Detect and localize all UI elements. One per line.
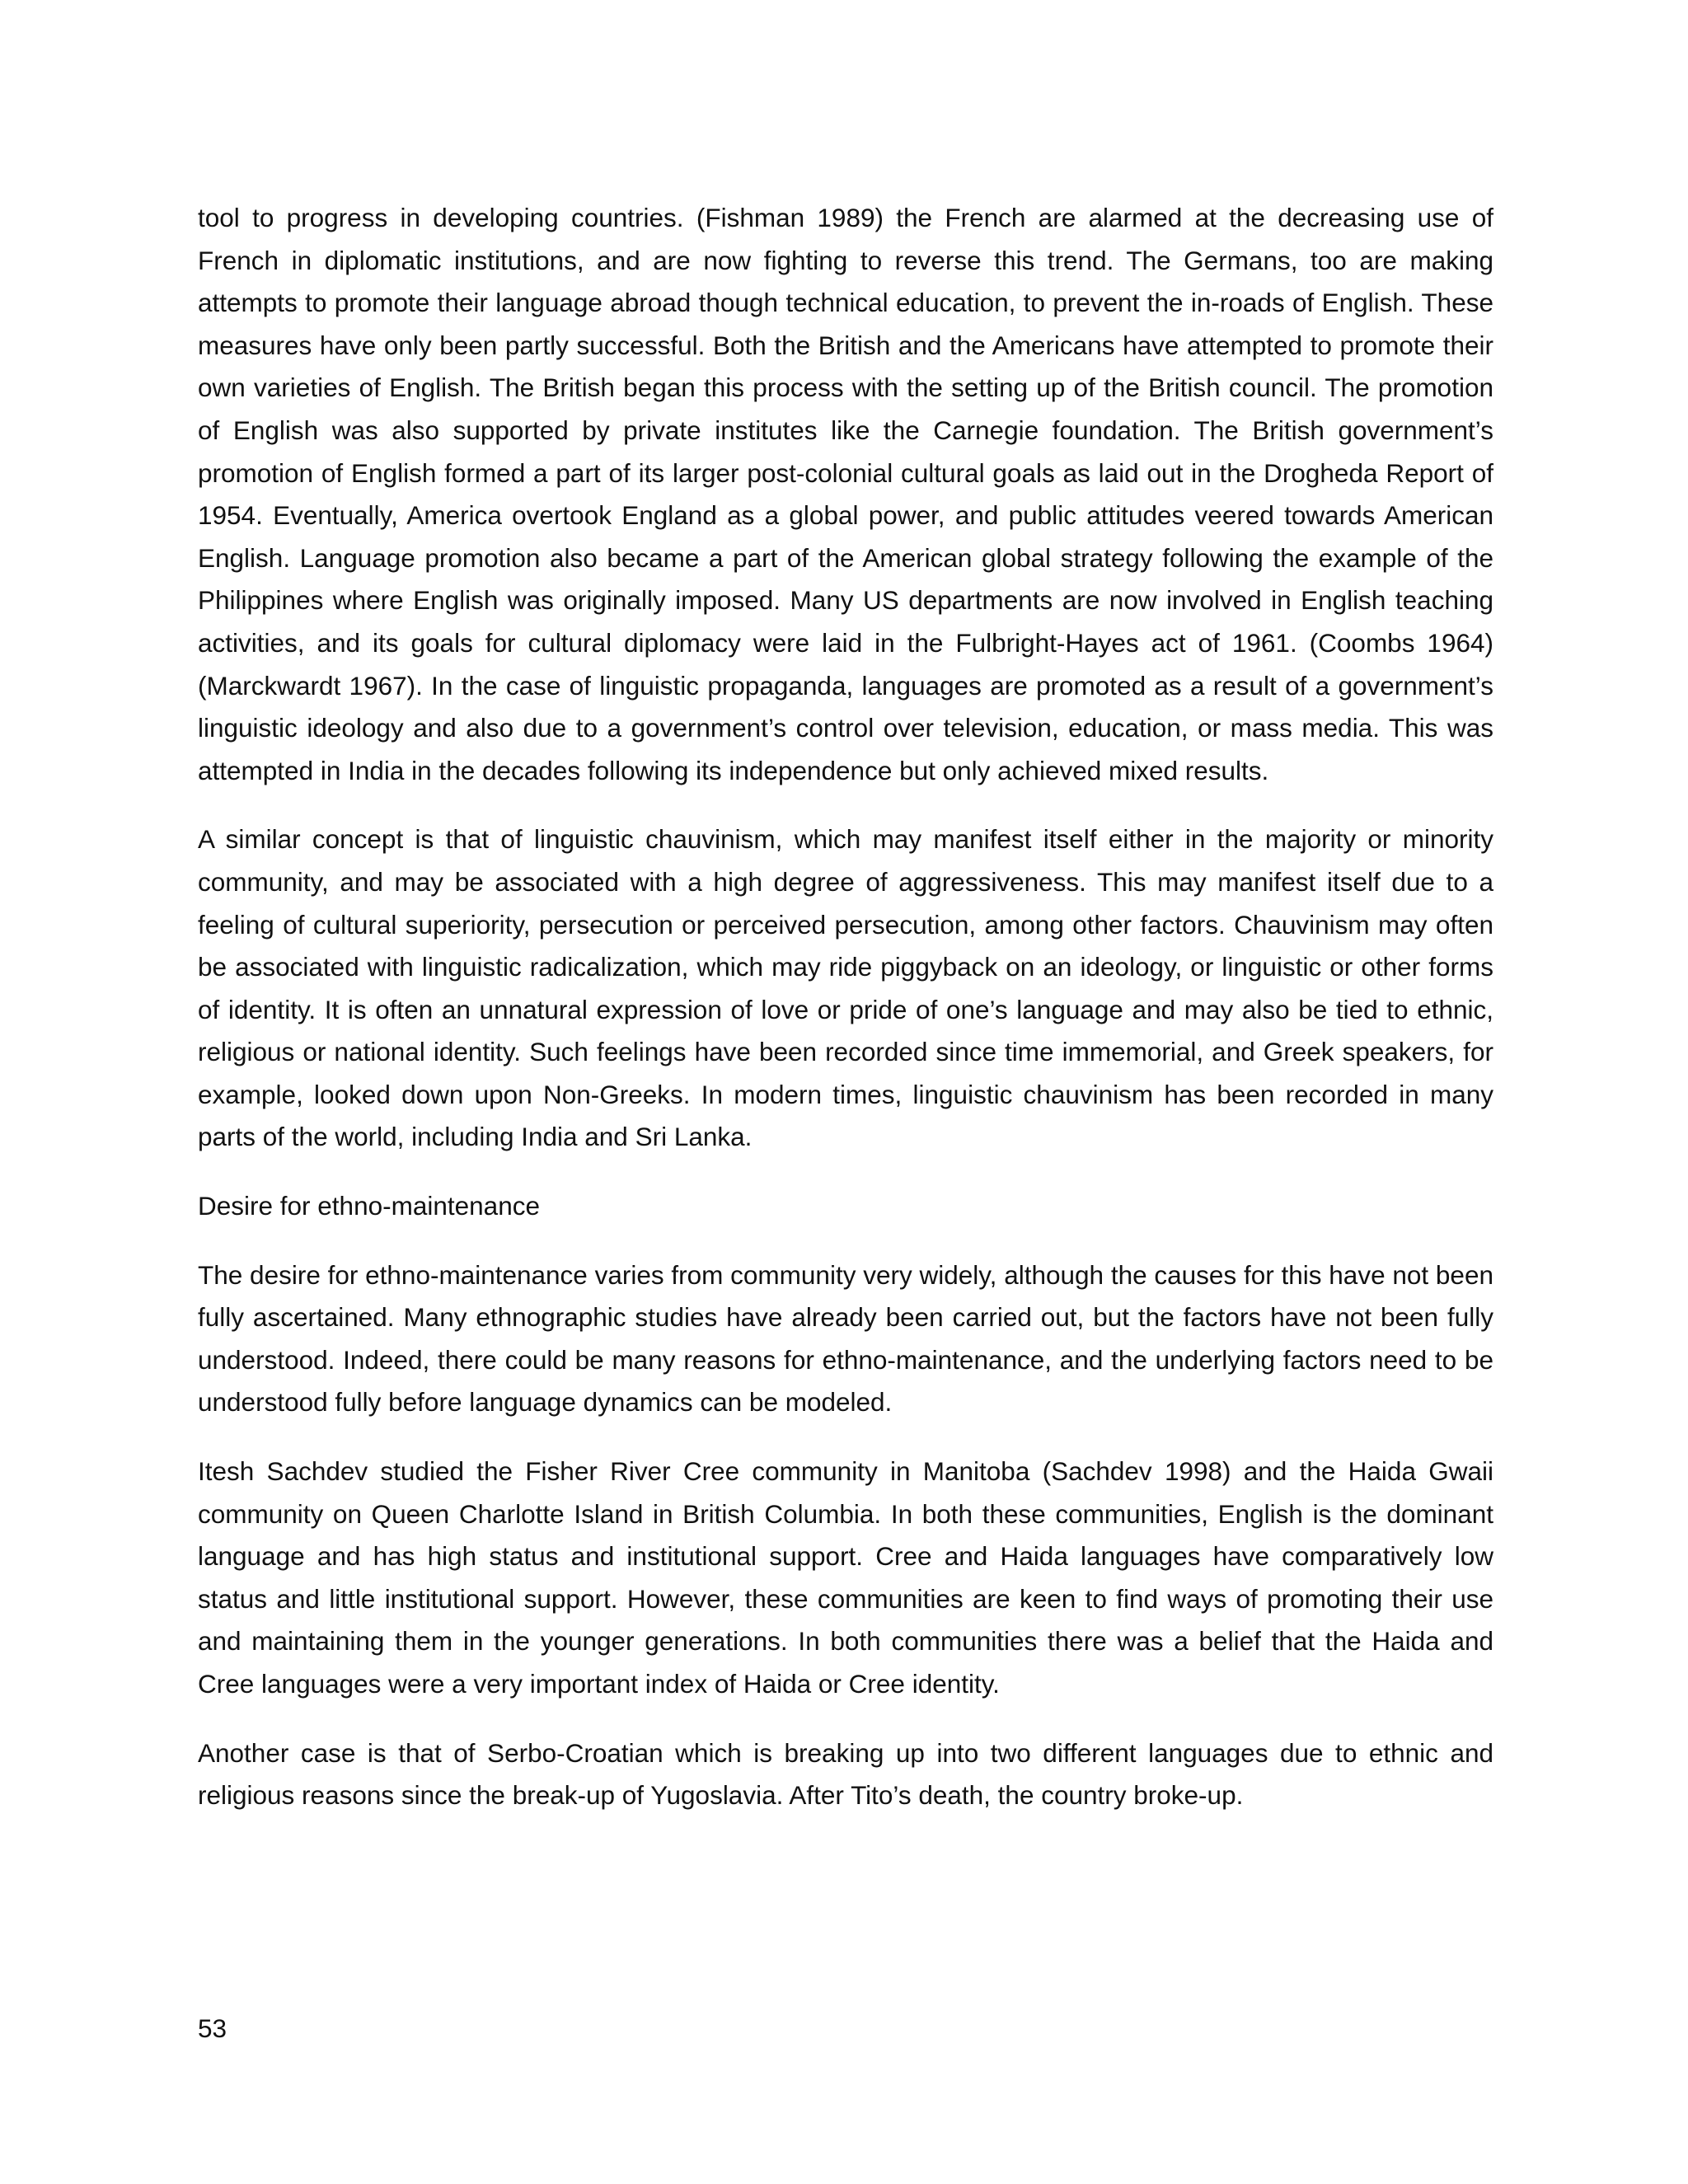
body-text <box>198 197 1493 1844</box>
paragraph-language-promotion: tool to progress in developing countries. (Fishman 1989) the French are alarmed at the decreasing use of French in diplomatic institutions, and are now fighting to reverse this trend. The Germans, too are making attempts to promote their language abroad though technical education, to prevent the in-roads of English. These measures have only been partly successful. Both the British and the Americans have attempted to promote their own varieties of English. The British began this process with the setting up of the British council. The promotion of English was also supported by private institutes like the Carnegie foundation. The British government’s promotion of English formed a part of its larger post-colonial cultural goals as laid out in the Drogheda Report of 1954. Eventually, America overtook England as a global power, and public attitudes veered towards American English. Language promotion also became a part of the American global strategy following the example of the Philippines where English was originally imposed. Many US departments are now involved in English teaching activities, and its goals for cultural diplomacy were laid in the Fulbright-Hayes act of 1961. (Coombs 1964) (Marckwardt 1967). In the case of linguistic propaganda, languages are promoted as a result of a government’s linguistic ideology and also due to a government’s control over television, education, or mass media. This was attempted in India in the decades following its independence but only achieved mixed results. <box>198 203 1493 785</box>
paragraph-sachdev-study: Itesh Sachdev studied the Fisher River Cree community in Manitoba (Sachdev 1998) and the Haida Gwaii community on Queen Charlotte Island in British Columbia. In both these communities, English is the dominant language and has high status and institutional support. Cree and Haida languages have comparatively low status and little institutional support. However, these communities are keen to find ways of promoting their use and maintaining them in the younger generations. In both communities there was a belief that the Haida and Cree languages were a very important index of Haida or Cree identity. <box>198 1456 1493 1699</box>
section-heading: Desire for ethno-maintenance <box>198 1191 540 1221</box>
paragraph-serbo-croatian: Another case is that of Serbo-Croatian which is breaking up into two different languages due to ethnic and religious reasons since the break-up of Yugoslavia. After Tito’s death, the country broke-up. <box>198 1737 1493 1811</box>
page-number: 53 <box>198 2013 227 2043</box>
paragraph-linguistic-chauvinism: A similar concept is that of linguistic chauvinism, which may manifest itself either in the majority or minority community, and may be associated with a high degree of aggressiveness. This may manifest itself due to a feeling of cultural superiority, persecution or perceived persecution, among other factors. Chauvinism may often be associated with linguistic radicalization, which may ride piggyback on an ideology, or linguistic or other forms of identity. It is often an unnatural expression of love or pride of one’s language and may also be tied to ethnic, religious or national identity. Such feelings have been recorded since time immemorial, and Greek speakers, for example, looked down upon Non-Greeks. In modern times, linguistic chauvinism has been recorded in many parts of the world, including India and Sri Lanka. <box>198 824 1493 1152</box>
paragraph-ethno-maintenance: The desire for ethno-maintenance varies from community very widely, although the causes for this have not been fully ascertained. Many ethnographic studies have already been carried out, but the factors have not been fully understood. Indeed, there could be many reasons for ethno-maintenance, and the underlying factors need to be understood fully before language dynamics can be modeled. <box>198 1259 1493 1418</box>
